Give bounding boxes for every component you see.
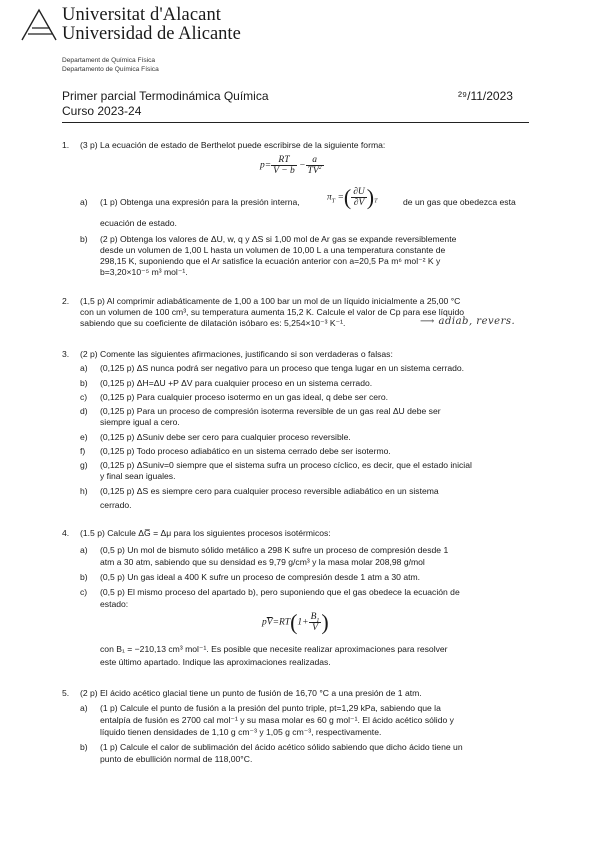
q1-b-line1: (2 p) Obtenga los valores de ΔU, w, q y ΔS si 1,00 mol de Ar gas se expande reversiblemente [100,234,457,244]
q3-number: 3. [62,349,70,359]
q3-f-text: (0,125 p) Todo proceso adiabático en un sistema cerrado debe ser isotermo. [100,446,391,456]
q4-c-label: c) [80,587,88,597]
q4-b-line1: (0,5 p) Un gas ideal a 400 K sufre un proceso de compresión desde 1 atm a 30 atm. [100,572,421,582]
q3-c-text: (0,125 p) Para cualquier proceso isotermo en un gas ideal, q debe ser cero. [100,392,389,402]
q3-h-label: h) [80,486,88,496]
q1-b-line2: desde un volumen de 1,00 L hasta un volumen de 10,00 L a una temperatura constante de [100,245,446,255]
q1-a-text-end: ecuación de estado. [100,218,177,228]
q3-d-label: d) [80,406,88,416]
q2-line3: sabiendo que su coeficiente de dilatación isóbaro es: 5,254×10⁻³ K⁻¹. [80,318,346,328]
q3-g-text: (0,125 p) ΔSuniv=0 siempre que el sistema sufra un proceso cíclico, es decir, que el estado inicial [100,460,472,470]
q3-intro: (2 p) Comente las siguientes afirmaciones, justificando si son verdaderas o falsas: [80,349,393,359]
q5-b-line2: punto de ebullición normal de 118,00°C. [100,754,253,764]
q4-c-line1: (0,5 p) El mismo proceso del apartado b), pero suponiendo que el gas obedece la ecuación de [100,587,460,597]
q3-a-text: (0,125 p) ΔS nunca podrá ser negativo para un proceso que tenga lugar en un sistema cerrado. [100,363,465,373]
q5-b-line1: (1 p) Calcule el calor de sublimación del ácido acético sólido sabiendo que dicho ácido tiene un [100,742,463,752]
q3-h-text-cont: cerrado. [100,500,132,510]
q5-intro: (2 p) El ácido acético glacial tiene un punto de fusión de 16,70 °C a una presión de 1 atm. [80,688,422,698]
q3-c-label: c) [80,392,88,402]
q4-intro: (1.5 p) Calcule ΔG̅ = Δμ para los siguientes procesos isotérmicos: [80,528,331,538]
q1-b-label: b) [80,234,88,244]
q4-c-line2: estado: [100,599,129,609]
handwritten-note: ⟶ adiab, revers. [420,316,516,327]
q1-a-text-cont: de un gas que obedezca esta [403,197,516,207]
q1-b-line3: 298,15 K, suponiendo que el Ar satisfice la ecuación anterior con a=20,5 Pa m⁶ mol⁻² K y [100,256,441,266]
department-valencian: Departament de Química Física [62,57,156,64]
department-spanish: Departamento de Química Física [62,66,159,73]
q2-line1: (1,5 p) Al comprimir adiabáticamente de 1,00 a 100 bar un mol de un líquido inicialmente a 25,00 °C [80,296,461,306]
q5-a-label: a) [80,703,88,713]
q5-number: 5. [62,688,70,698]
q3-e-text: (0,125 p) ΔSuniv debe ser cero para cualquier proceso reversible. [100,432,351,442]
q3-g-text-cont: y final sean iguales. [100,471,176,481]
q4-b-label: b) [80,572,88,582]
header-divider [62,122,529,123]
q3-h-text: (0,125 p) ΔS es siempre cero para cualquier proceso reversible adiabático en un sistema [100,486,439,496]
q2-line2: con un volumen de 100 cm³, su temperatura aumenta 15,2 K. Calcule el valor de Cp para ese líquido [80,307,465,317]
virial-equation: $p\overline{V}=RT(1+$ $\frac{B_1}{V}$ ) [262,609,329,635]
q4-c-line4: este último apartado. Indique las aproximaciones realizadas. [100,657,331,667]
q5-a-line3: líquido tienen densidades de 1,10 g cm⁻³ y 1,05 g cm⁻³, respectivamente. [100,727,382,737]
internal-pressure-formula: $\pi_T$ =( $\frac{\partial U}{\partial V}$ )$_T$ [327,184,378,210]
q3-e-label: e) [80,432,88,442]
q3-b-text: (0,125 p) ΔH=ΔU +P ΔV para cualquier proceso en un sistema cerrado. [100,378,373,388]
university-name-valencian: Universitat d'Alacant [62,5,222,25]
q4-c-line3: con B₁ = −210,13 cm³ mol⁻¹. Es posible que necesite realizar aproximaciones para resolver [100,644,448,654]
q3-d-text-cont: siempre igual a cero. [100,417,180,427]
q1-a-label: a) [80,197,88,207]
q4-number: 4. [62,528,70,538]
q3-f-label: f) [80,446,86,456]
university-logo [20,8,58,42]
q4-a-line1: (0,5 p) Un mol de bismuto sólido metálico a 298 K sufre un proceso de compresión desde 1 [100,545,449,555]
q1-b-line4: b=3,20×10⁻⁵ m³ mol⁻¹. [100,267,188,277]
university-name-spanish: Universidad de Alicante [62,24,241,44]
q1-a-text: (1 p) Obtenga una expresión para la presión interna, [100,197,300,207]
q5-a-line2: entalpía de fusión es 2700 cal mol⁻¹ y su masa molar es 60 g mol⁻¹. El ácido acético sólido y [100,715,454,725]
berthelot-equation: p= $\frac{RT}{\overline{V} - b}$ − $\frac{a}{T\overline{V}^2}$ [260,155,322,176]
q3-b-label: b) [80,378,88,388]
q4-a-line2: atm a 30 atm, sabiendo que su densidad es 9,79 g/cm³ y la masa molar 208,98 g/mol [100,557,425,567]
course-label: Curso 2023-24 [62,104,142,118]
q3-g-label: g) [80,460,88,470]
exam-title: Primer parcial Termodinámica Química [62,89,269,103]
q3-d-text: (0,125 p) Para un proceso de compresión isoterma reversible de un gas real ΔU debe ser [100,406,441,416]
q2-number: 2. [62,296,70,306]
q1-number: 1. [62,140,70,150]
q1-intro: (3 p) La ecuación de estado de Berthelot puede escribirse de la siguiente forma: [80,140,386,150]
q5-a-line1: (1 p) Calcule el punto de fusión a la presión del punto triple, pt=1,29 kPa, sabiendo que la [100,703,441,713]
exam-date: ²⁹/11/2023 [458,89,513,103]
q4-a-label: a) [80,545,88,555]
q3-a-label: a) [80,363,88,373]
q5-b-label: b) [80,742,88,752]
